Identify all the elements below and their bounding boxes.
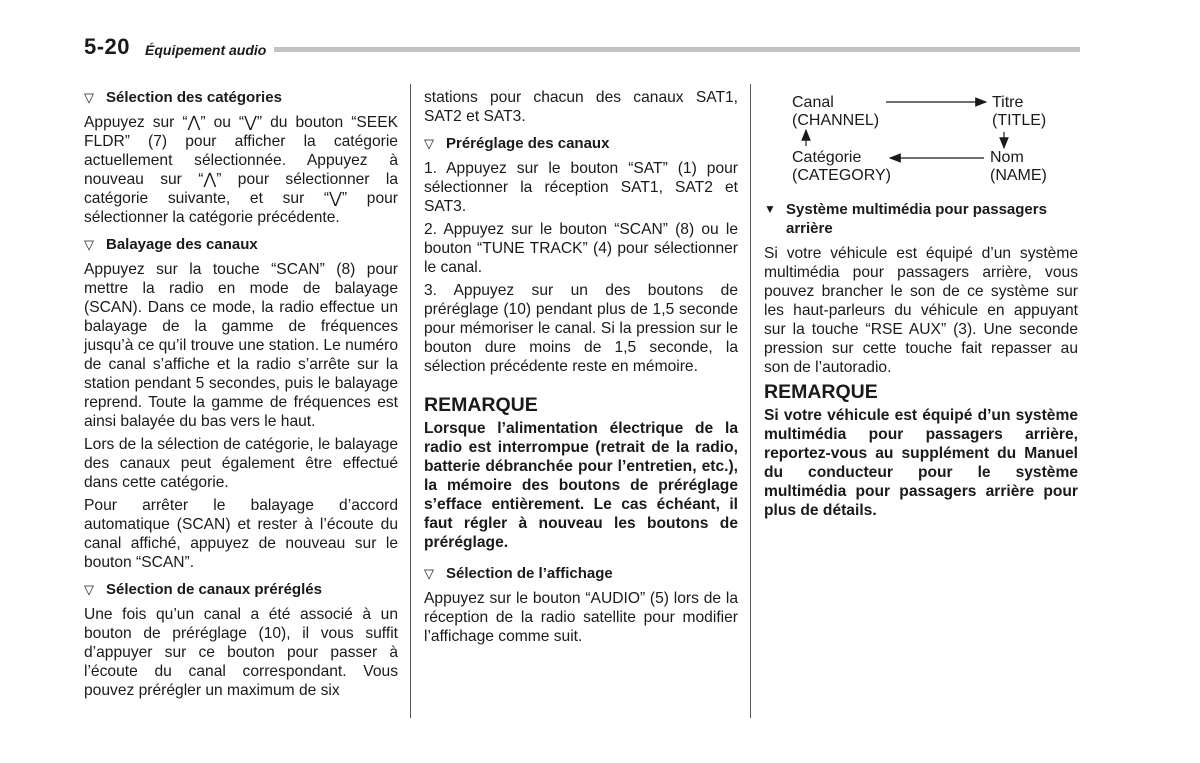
heading-text: Sélection de canaux préréglés <box>106 581 322 598</box>
heading-systeme-multimedia <box>764 200 1078 238</box>
remark-title: REMARQUE <box>764 381 878 403</box>
page-number: 5-20 <box>84 34 131 59</box>
heading-selection-affichage <box>424 564 738 583</box>
remark-text: Lorsque l’alimentation électrique de la radio est interrompue (retrait de la radio, batterie débranchée pour l’entretien, etc.), la mémoire des boutons de préréglage s’efface entièrement. Le cas échéant, il faut régler à nouveau les boutons de préréglage. <box>424 420 738 551</box>
column-1 <box>84 88 398 704</box>
filled-triangle-bullet-icon: ▼ <box>764 202 776 216</box>
column-divider <box>750 84 751 718</box>
label-name: (NAME) <box>990 167 1047 184</box>
paragraph: Appuyez sur “⋀” ou “⋁” du bouton “SEEK FLDR” (7) pour afficher la catégorie actuellement sélectionnée. Appuyez à nouveau sur “⋀” pour sélectionner la catégorie suivante, et sur “⋁” pour sélectionner la catégorie précédente. <box>84 114 398 226</box>
heading-selection-categories <box>84 88 398 107</box>
heading-text: Balayage des canaux <box>106 236 258 253</box>
triangle-bullet-icon: ▽ <box>84 582 94 597</box>
paragraph: 3. Appuyez sur un des boutons de préréglage (10) pendant plus de 1,5 seconde pour mémoriser le canal. Si la pression sur le bouton dure moins de 1,5 seconde, la sélection précédente reste en mémoire. <box>424 282 738 375</box>
header-rule <box>274 47 1080 52</box>
display-cycle-diagram <box>764 88 1078 190</box>
paragraph: 2. Appuyez sur le bouton “SCAN” (8) ou le bouton “TUNE TRACK” (4) pour sélectionner le canal. <box>424 221 738 276</box>
triangle-bullet-icon: ▽ <box>424 136 434 151</box>
triangle-bullet-icon: ▽ <box>84 90 94 105</box>
heading-text: Sélection des catégories <box>106 89 282 106</box>
heading-text: Préréglage des canaux <box>446 135 610 152</box>
label-title: (TITLE) <box>992 112 1047 129</box>
paragraph: Une fois qu’un canal a été associé à un bouton de préréglage (10), il vous suffit d’appuyer sur ce bouton pour passer à l’écoute du canal correspondant. Vous pouvez prérégler un maximum de six <box>84 606 398 699</box>
label-category: (CATEGORY) <box>792 167 891 184</box>
paragraph: Appuyez sur la touche “SCAN” (8) pour mettre la radio en mode de balayage (SCAN). Dans ce mode, la radio effectue un balayage de la gamme de fréquences jusqu’à ce qu’il trouve une station. Le numéro de canal s’affiche et la radio s’arrête sur la station pendant 5 secondes, puis le balayage reprend. Toute la gamme de fréquences est ainsi balayée du bas vers le haut. <box>84 261 398 430</box>
heading-canaux-preregles <box>84 580 398 599</box>
paragraph: Appuyez sur le bouton “AUDIO” (5) lors de la réception de la radio satellite pour modifier l’affichage comme suit. <box>424 590 738 645</box>
paragraph: Pour arrêter le balayage d’accord automatique (SCAN) et rester à l’écoute du canal affiché, appuyez de nouveau sur le bouton “SCAN”. <box>84 497 398 571</box>
label-categorie: Catégorie <box>792 149 862 166</box>
label-titre: Titre <box>992 94 1024 111</box>
triangle-bullet-icon: ▽ <box>424 566 434 581</box>
page-header <box>84 32 1080 62</box>
paragraph: stations pour chacun des canaux SAT1, SAT2 et SAT3. <box>424 89 738 125</box>
column-2 <box>424 88 738 650</box>
remark-title: REMARQUE <box>424 394 538 416</box>
heading-prereglage-canaux <box>424 134 738 153</box>
label-canal: Canal <box>792 94 834 111</box>
triangle-bullet-icon: ▽ <box>84 237 94 252</box>
column-3 <box>764 88 1078 532</box>
paragraph: Lors de la sélection de catégorie, le balayage des canaux peut également être effectué dans cette catégorie. <box>84 436 398 491</box>
label-channel: (CHANNEL) <box>792 112 880 129</box>
remark-text: Si votre véhicule est équipé d’un système multimédia pour passagers arrière, reportez-vous au supplément du Manuel du conducteur pour le système multimédia pour passagers arrière pour plus de détails. <box>764 407 1078 519</box>
column-divider <box>410 84 411 718</box>
paragraph: 1. Appuyez sur le bouton “SAT” (1) pour sélectionner la réception SAT1, SAT2 et SAT3. <box>424 160 738 215</box>
label-nom: Nom <box>990 149 1024 166</box>
heading-text: Système multimédia pour passagers arrière <box>786 201 1047 237</box>
section-title: Équipement audio <box>145 42 267 58</box>
heading-text: Sélection de l’affichage <box>446 565 613 582</box>
heading-balayage-canaux <box>84 235 398 254</box>
paragraph: Si votre véhicule est équipé d’un système multimédia pour passagers arrière, vous pouvez brancher le son de ce système sur les haut-parleurs du véhicule en appuyant sur la touche “RSE AUX” (3). Une seconde pression sur cette touche fait repasser au son de l’autoradio. <box>764 245 1078 376</box>
